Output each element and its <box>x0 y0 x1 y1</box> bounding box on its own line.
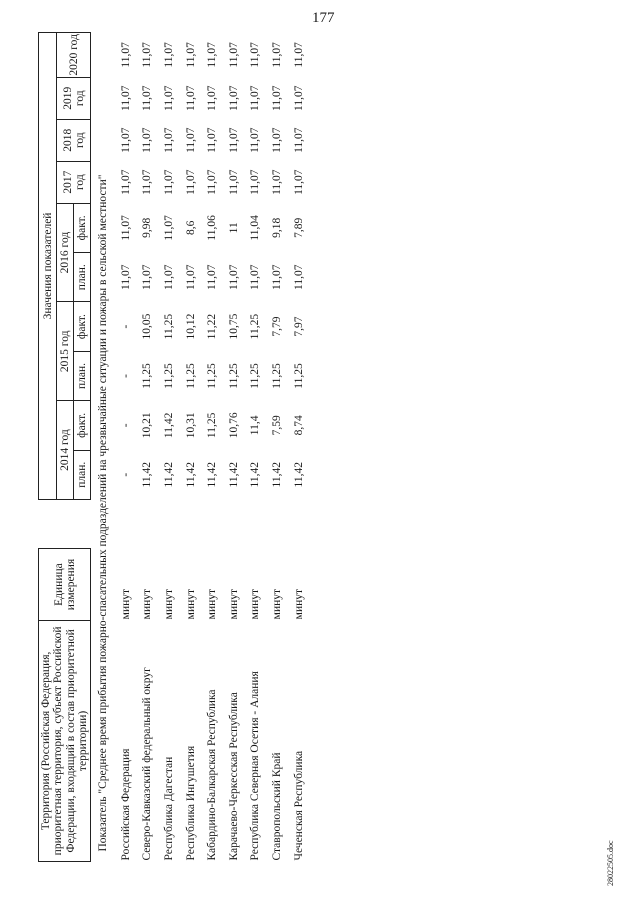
value-cell: - <box>119 423 132 428</box>
table-row <box>223 33 245 862</box>
value-cell: 11,07 <box>141 127 154 153</box>
value-cell: 11,07 <box>141 264 154 290</box>
value-cell: 11,07 <box>162 42 175 68</box>
value-cell: 11,22 <box>206 313 219 340</box>
value-cell: 11,07 <box>249 85 262 111</box>
value-cell: 11,25 <box>227 363 240 389</box>
header-2015-fact: факт. <box>74 302 91 351</box>
unit-cell: минут <box>249 588 262 620</box>
value-cell: 11,07 <box>184 264 197 290</box>
header-2018: 2018 год <box>57 119 91 161</box>
value-cell: 11,07 <box>162 85 175 111</box>
value-cell: 7,59 <box>270 415 283 436</box>
territory-cell: Ставропольский Край <box>270 752 283 861</box>
header-territory: Территория (Российская Федерация, приоритетная территория, субъект Российской Федерации, входящий в состав приоритетной территории) <box>39 620 91 861</box>
value-cell: 11,42 <box>141 461 154 488</box>
header-2015: 2015 год <box>57 302 74 401</box>
header-2020: 2020 год <box>57 33 91 78</box>
value-cell: 11,07 <box>227 127 240 153</box>
value-cell: - <box>119 374 132 378</box>
territory-cell: Республика Дагестан <box>162 756 175 861</box>
header-2019: 2019 год <box>57 77 91 119</box>
value-cell: 11,42 <box>292 461 305 488</box>
table-row <box>288 33 310 862</box>
value-cell: 11,07 <box>184 169 197 195</box>
value-cell: 11,07 <box>227 85 240 111</box>
value-cell: 11,07 <box>227 264 240 290</box>
value-cell: 11,07 <box>249 127 262 153</box>
value-cell: 11,07 <box>270 169 283 195</box>
value-cell: 11,07 <box>206 264 219 290</box>
value-cell: 11,07 <box>206 169 219 195</box>
value-cell: - <box>119 324 132 329</box>
header-2016-plan: план. <box>74 253 91 302</box>
unit-cell: минут <box>270 588 283 620</box>
unit-cell: минут <box>141 588 154 620</box>
value-cell: 11,07 <box>292 169 305 195</box>
value-cell: 7,79 <box>270 316 283 337</box>
value-cell: 10,21 <box>141 412 154 439</box>
value-cell: 11,07 <box>270 85 283 111</box>
value-cell: 11,07 <box>249 42 262 68</box>
value-cell: 7,97 <box>292 316 305 337</box>
table-row <box>201 33 223 862</box>
unit-cell: минут <box>292 588 305 620</box>
value-cell: 11,07 <box>162 169 175 195</box>
value-cell: 11,25 <box>249 363 262 389</box>
value-cell: 11,04 <box>249 215 262 241</box>
value-cell: 11,07 <box>184 42 197 68</box>
value-cell: 11,07 <box>292 264 305 290</box>
territory-cell: Чеченская Республика <box>292 750 305 861</box>
territory-cell: Российская Федерация <box>119 748 132 861</box>
value-cell: - <box>119 472 132 477</box>
header-2014-fact: факт. <box>74 401 91 450</box>
header-2014-plan: план. <box>74 450 91 499</box>
value-cell: 10,05 <box>141 313 154 340</box>
value-cell: 11,07 <box>162 127 175 153</box>
value-cell: 10,75 <box>227 313 240 340</box>
value-cell: 11,07 <box>141 85 154 111</box>
value-cell: 11,25 <box>249 313 262 340</box>
territory-cell: Республика Северная Осетия - Алания <box>249 671 262 861</box>
territory-cell: Республика Ингушетия <box>184 745 197 861</box>
header-2014: 2014 год <box>57 401 74 500</box>
footer-file-code: 28022505.doc <box>606 840 615 886</box>
territory-cell: Кабардино-Балкарская Республика <box>206 689 219 861</box>
indicator-table <box>38 32 309 862</box>
table-row <box>115 33 137 862</box>
value-cell: 11,42 <box>249 461 262 488</box>
value-cell: 11,07 <box>162 264 175 290</box>
value-cell: 11,07 <box>270 127 283 153</box>
value-cell: 11,07 <box>119 264 132 290</box>
unit-cell: минут <box>184 588 197 620</box>
table-row <box>158 33 180 862</box>
page-number: 177 <box>312 10 335 26</box>
value-cell: 11,07 <box>141 169 154 195</box>
value-cell: 11,07 <box>184 85 197 111</box>
unit-cell: минут <box>206 588 219 620</box>
value-cell: 11,07 <box>227 169 240 195</box>
value-cell: 11,07 <box>141 42 154 68</box>
value-cell: 11,42 <box>206 461 219 488</box>
value-cell: 9,98 <box>141 217 154 238</box>
value-cell: 11,07 <box>206 127 219 153</box>
value-cell: 11,42 <box>227 461 240 488</box>
value-cell: 11,06 <box>206 215 219 241</box>
value-cell: 11 <box>227 222 240 234</box>
value-cell: 10,76 <box>227 412 240 439</box>
value-cell: 11,25 <box>162 363 175 389</box>
value-cell: 11,42 <box>162 412 175 439</box>
value-cell: 10,31 <box>184 412 197 439</box>
value-cell: 9,18 <box>270 217 283 238</box>
header-values: Значения показателей <box>39 33 57 500</box>
table-row <box>266 33 288 862</box>
header-2017: 2017 год <box>57 161 91 203</box>
value-cell: 11,07 <box>119 169 132 195</box>
value-cell: 11,07 <box>227 42 240 68</box>
value-cell: 7,89 <box>292 217 305 238</box>
header-unit: Единица измерения <box>39 549 91 621</box>
table-row <box>137 33 159 862</box>
value-cell: 11,07 <box>119 85 132 111</box>
value-cell: 11,4 <box>249 415 262 436</box>
value-cell: 11,07 <box>249 169 262 195</box>
rotated-table-container <box>38 32 358 862</box>
unit-cell: минут <box>162 588 175 620</box>
value-cell: 11,25 <box>270 363 283 389</box>
value-cell: 11,42 <box>162 461 175 488</box>
territory-cell: Карачаево-Черкесская Республика <box>227 692 240 861</box>
header-2016-fact: факт. <box>74 203 91 252</box>
value-cell: 11,07 <box>119 42 132 68</box>
value-cell: 11,07 <box>119 215 132 241</box>
value-cell: 11,07 <box>292 127 305 153</box>
value-cell: 11,07 <box>292 85 305 111</box>
value-cell: 11,25 <box>206 412 219 439</box>
territory-cell: Северо-Кавказский федеральный округ <box>141 667 154 861</box>
unit-cell: минут <box>119 588 132 620</box>
unit-cell: минут <box>227 588 240 620</box>
value-cell: 11,07 <box>270 42 283 68</box>
header-2016: 2016 год <box>57 203 74 302</box>
value-cell: 11,07 <box>270 264 283 290</box>
value-cell: 11,07 <box>119 127 132 153</box>
value-cell: 11,07 <box>249 264 262 290</box>
value-cell: 11,07 <box>162 215 175 241</box>
table-row <box>245 33 267 862</box>
value-cell: 8,6 <box>184 220 197 236</box>
value-cell: 11,25 <box>141 363 154 389</box>
value-cell: 11,25 <box>292 363 305 389</box>
value-cell: 8,74 <box>292 415 305 436</box>
value-cell: 11,25 <box>206 363 219 389</box>
indicator-title: Показатель "Среднее время прибытия пожарно-спасательных подразделений на чрезвычайные ситуации и пожары в сельской местности" <box>97 174 109 852</box>
value-cell: 11,07 <box>292 42 305 68</box>
value-cell: 11,25 <box>162 313 175 340</box>
value-cell: 10,12 <box>184 313 197 340</box>
value-cell: 11,07 <box>206 42 219 68</box>
value-cell: 11,07 <box>206 85 219 111</box>
header-2015-plan: план. <box>74 351 91 400</box>
value-cell: 11,25 <box>184 363 197 389</box>
value-cell: 11,42 <box>270 461 283 488</box>
table-row <box>180 33 202 862</box>
value-cell: 11,42 <box>184 461 197 488</box>
value-cell: 11,07 <box>184 127 197 153</box>
